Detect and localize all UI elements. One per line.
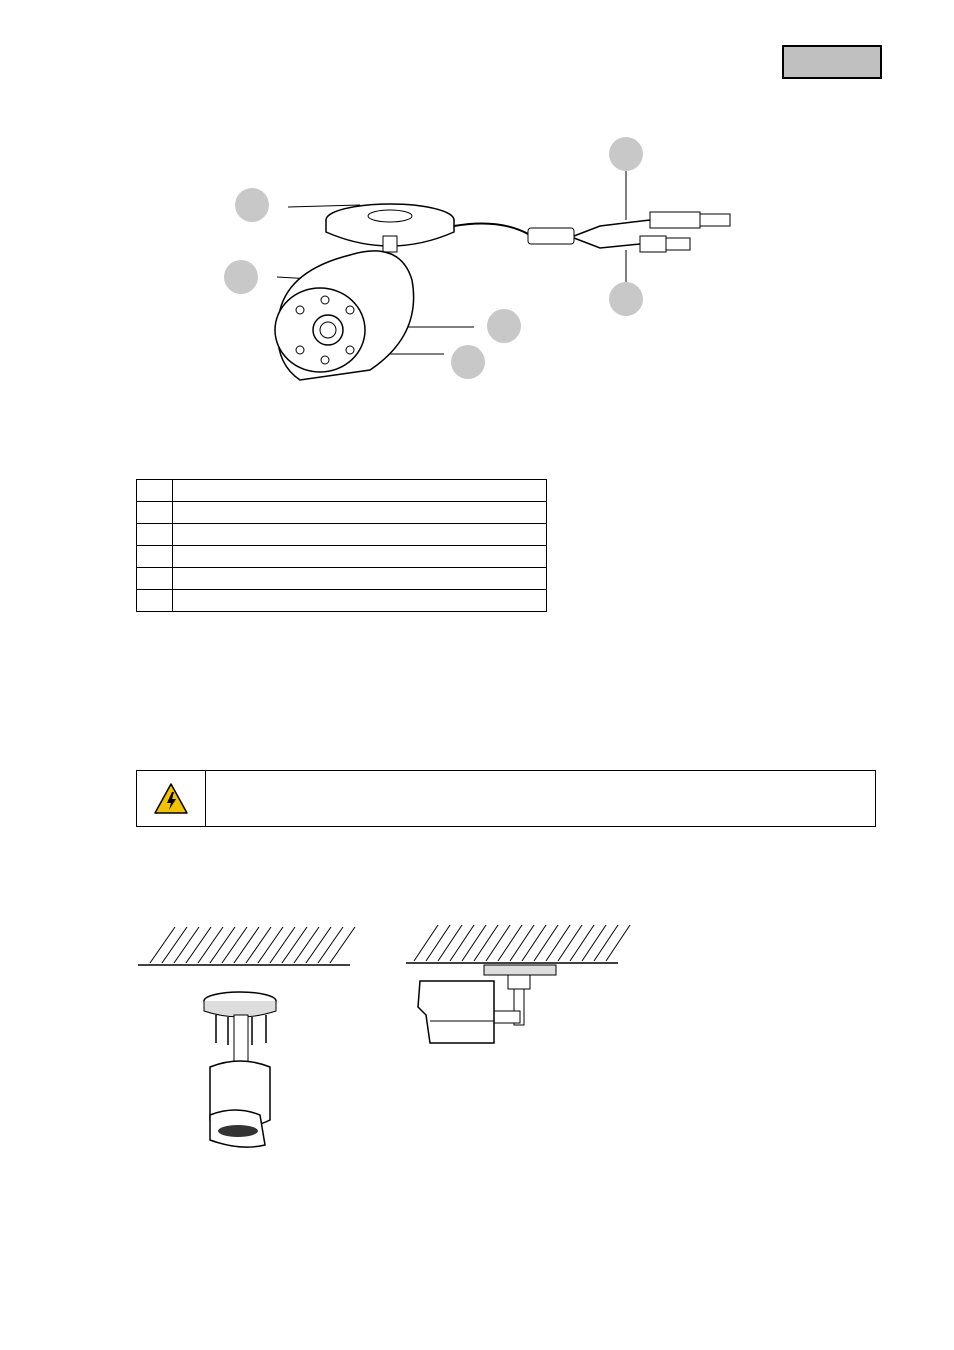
part-description — [173, 524, 547, 546]
warning-box — [136, 770, 876, 827]
part-number — [137, 502, 173, 524]
parts-table — [136, 479, 547, 612]
ceiling-mount-figure — [130, 915, 370, 1160]
part-description — [173, 590, 547, 612]
language-tab — [782, 45, 882, 79]
part-number — [137, 546, 173, 568]
table-row — [137, 568, 547, 590]
side-mount-figure — [400, 915, 640, 1065]
part-number — [137, 524, 173, 546]
callout-6 — [609, 282, 643, 316]
table-row — [137, 480, 547, 502]
table-row — [137, 524, 547, 546]
part-description — [173, 480, 547, 502]
table-row — [137, 502, 547, 524]
part-description — [173, 502, 547, 524]
part-number — [137, 568, 173, 590]
electric-hazard-icon — [153, 782, 189, 816]
part-number — [137, 590, 173, 612]
part-description — [173, 568, 547, 590]
callout-4 — [451, 345, 485, 379]
warning-text — [206, 771, 875, 826]
part-number — [137, 480, 173, 502]
part-description — [173, 546, 547, 568]
warning-icon-cell — [137, 771, 206, 826]
callout-1 — [235, 188, 269, 222]
callout-5 — [609, 137, 643, 171]
camera-overview-figure — [200, 130, 760, 390]
table-row — [137, 590, 547, 612]
callout-2 — [224, 260, 258, 294]
table-row — [137, 546, 547, 568]
callout-3 — [487, 309, 521, 343]
